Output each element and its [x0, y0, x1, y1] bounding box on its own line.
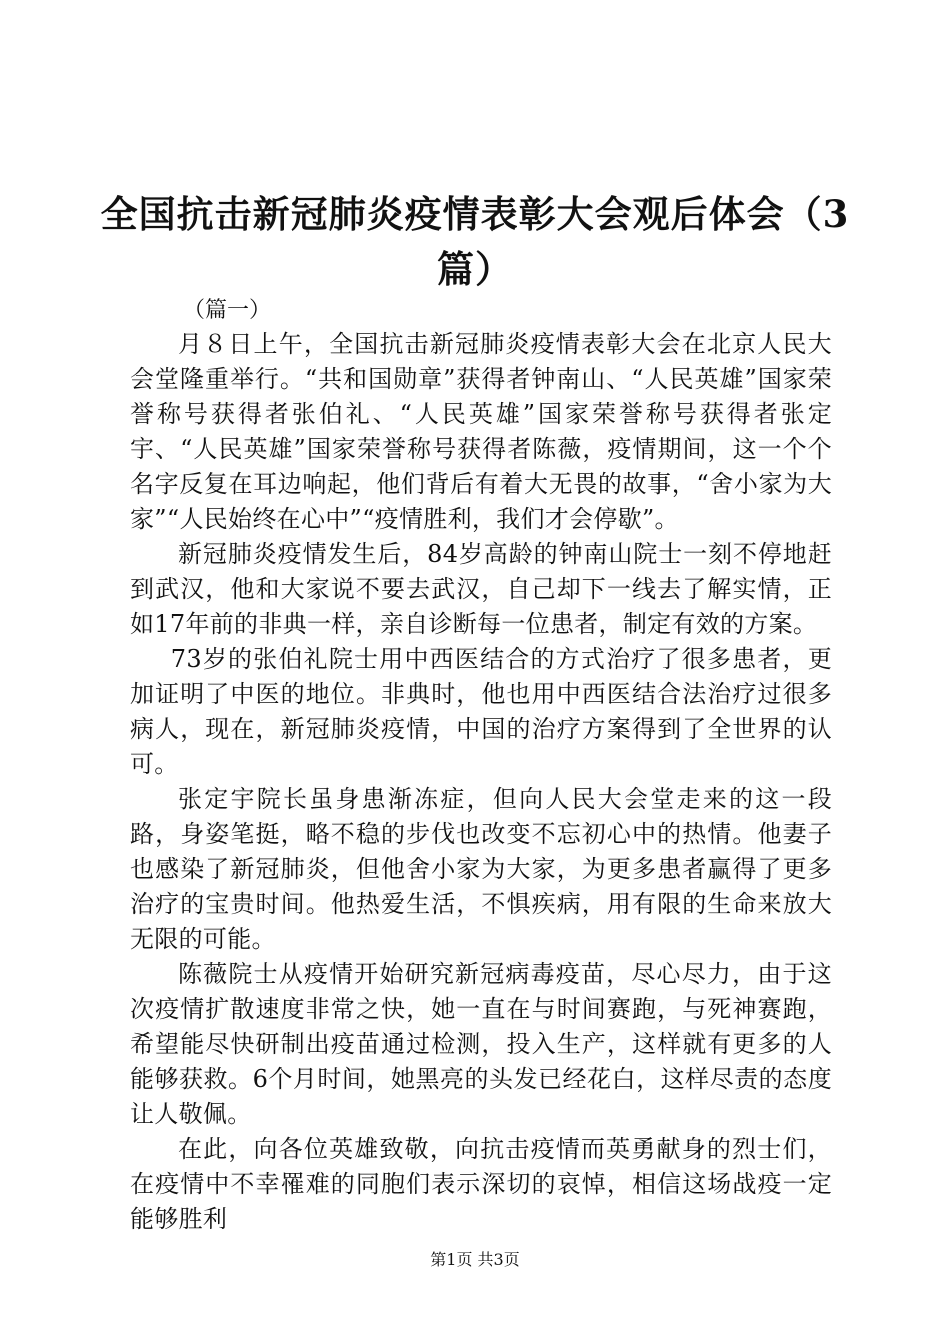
paragraph-3: 73岁的张伯礼院士用中西医结合的方式治疗了很多患者，更加证明了中医的地位。非典时，他也用中西医结合法治疗过很多病人，现在，新冠肺炎疫情，中国的治疗方案得到了全世界的认可。	[130, 645, 832, 778]
document-title-line-1: 全国抗击新冠肺炎疫情表彰大会观后体会（3	[100, 192, 850, 236]
page-footer: 第1页 共3页	[430, 1250, 520, 1269]
section-label: （篇一）	[183, 298, 272, 323]
document-title-line-2: 篇）	[437, 247, 513, 291]
article-body	[130, 327, 832, 1237]
paragraph-1: 月８日上午，全国抗击新冠肺炎疫情表彰大会在北京人民大会堂隆重举行。“共和国勋章”获得者钟南山、“人民英雄”国家荣誉称号获得者张伯礼、“人民英雄”国家荣誉称号获得者张定宇、“人民英雄”国家荣誉称号获得者陈薇，疫情期间，这一个个名字反复在耳边响起，他们背后有着大无畏的故事，“舍小家为大家”“人民始终在心中”“疫情胜利，我们才会停歇”。	[130, 330, 832, 533]
paragraph-2: 新冠肺炎疫情发生后，84岁高龄的钟南山院士一刻不停地赶到武汉，他和大家说不要去武汉，自己却下一线去了解实情，正如17年前的非典一样，亲自诊断每一位患者，制定有效的方案。	[130, 540, 832, 638]
paragraph-6: 在此，向各位英雄致敬，向抗击疫情而英勇献身的烈士们，在疫情中不幸罹难的同胞们表示深切的哀悼，相信这场战疫一定能够胜利	[130, 1135, 832, 1233]
paragraph-5: 陈薇院士从疫情开始研究新冠病毒疫苗，尽心尽力，由于这次疫情扩散速度非常之快，她一直在与时间赛跑，与死神赛跑，希望能尽快研制出疫苗通过检测，投入生产，这样就有更多的人能够获救。6个月时间，她黑亮的头发已经花白，这样尽责的态度让人敬佩。	[130, 960, 832, 1128]
paragraph-4: 张定宇院长虽身患渐冻症，但向人民大会堂走来的这一段路，身姿笔挺，略不稳的步伐也改变不忘初心中的热情。他妻子也感染了新冠肺炎，但他舍小家为大家，为更多患者赢得了更多治疗的宝贵时间。他热爱生活，不惧疾病，用有限的生命来放大无限的可能。	[130, 785, 832, 953]
